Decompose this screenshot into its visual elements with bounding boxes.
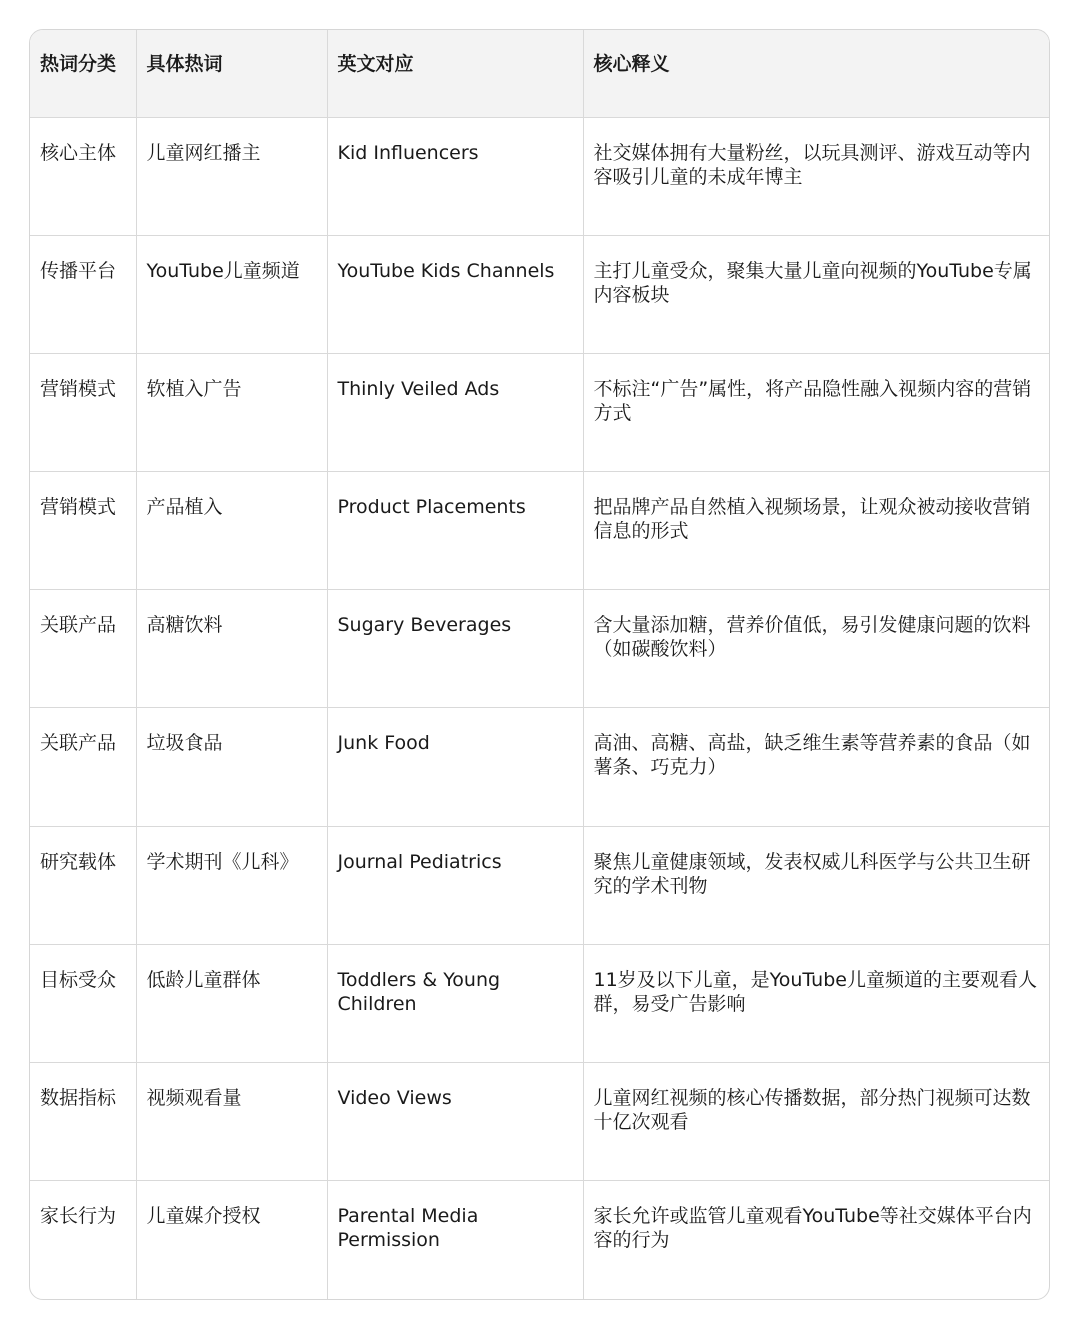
table-body: [30, 117, 1049, 1299]
glossary-table-container: [29, 29, 1050, 1300]
cell-meaning: 高油、高糖、高盐，缺乏维生素等营养素的食品（如薯条、巧克力）: [583, 708, 1049, 826]
cell-english: Video Views: [327, 1063, 583, 1181]
cell-meaning: 聚焦儿童健康领域，发表权威儿科医学与公共卫生研究的学术刊物: [583, 826, 1049, 944]
cell-term: 视频观看量: [136, 1063, 327, 1181]
table-row: [30, 472, 1049, 590]
cell-term: 软植入广告: [136, 353, 327, 471]
table-row: [30, 590, 1049, 708]
cell-meaning: 儿童网红视频的核心传播数据，部分热门视频可达数十亿次观看: [583, 1063, 1049, 1181]
cell-english: Sugary Beverages: [327, 590, 583, 708]
cell-english: YouTube Kids Channels: [327, 235, 583, 353]
table-row: [30, 353, 1049, 471]
cell-english: Journal Pediatrics: [327, 826, 583, 944]
cell-english: Product Placements: [327, 472, 583, 590]
cell-term: 学术期刊《儿科》: [136, 826, 327, 944]
cell-category: 营销模式: [30, 353, 136, 471]
header-meaning: 核心释义: [583, 30, 1049, 117]
cell-category: 传播平台: [30, 235, 136, 353]
cell-meaning: 社交媒体拥有大量粉丝，以玩具测评、游戏互动等内容吸引儿童的未成年博主: [583, 117, 1049, 235]
cell-term: 低龄儿童群体: [136, 944, 327, 1062]
cell-category: 营销模式: [30, 472, 136, 590]
table-header-row: [30, 30, 1049, 117]
cell-term: 儿童网红播主: [136, 117, 327, 235]
cell-category: 数据指标: [30, 1063, 136, 1181]
cell-category: 核心主体: [30, 117, 136, 235]
header-english: 英文对应: [327, 30, 583, 117]
cell-meaning: 11岁及以下儿童，是YouTube儿童频道的主要观看人群，易受广告影响: [583, 944, 1049, 1062]
cell-category: 目标受众: [30, 944, 136, 1062]
cell-term: YouTube儿童频道: [136, 235, 327, 353]
table-row: [30, 117, 1049, 235]
table-row: [30, 826, 1049, 944]
cell-english: Thinly Veiled Ads: [327, 353, 583, 471]
cell-english: Kid Influencers: [327, 117, 583, 235]
table-row: [30, 235, 1049, 353]
cell-english: Junk Food: [327, 708, 583, 826]
table-row: [30, 944, 1049, 1062]
cell-meaning: 家长允许或监管儿童观看YouTube等社交媒体平台内容的行为: [593, 1205, 1032, 1252]
cell-category: 研究载体: [30, 826, 136, 944]
glossary-table: [30, 30, 1049, 1299]
table-row: [30, 1063, 1049, 1181]
cell-english: Parental Media Permission: [327, 1181, 583, 1299]
cell-category: 关联产品: [30, 590, 136, 708]
table-row: [30, 708, 1049, 826]
table-row: [30, 1181, 1049, 1299]
cell-english: Toddlers & Young Children: [327, 944, 583, 1062]
cell-term: 产品植入: [136, 472, 327, 590]
cell-term: 儿童媒介授权: [136, 1181, 327, 1299]
cell-term: 垃圾食品: [136, 708, 327, 826]
cell-meaning: 把品牌产品自然植入视频场景，让观众被动接收营销信息的形式: [583, 472, 1049, 590]
header-term: 具体热词: [136, 30, 327, 117]
cell-category: 家长行为: [30, 1181, 136, 1299]
cell-meaning: 主打儿童受众，聚集大量儿童向视频的YouTube专属内容板块: [583, 235, 1049, 353]
cell-term: 高糖饮料: [136, 590, 327, 708]
header-category: 热词分类: [30, 30, 136, 117]
cell-category: 关联产品: [30, 708, 136, 826]
cell-meaning: 含大量添加糖，营养价值低，易引发健康问题的饮料（如碳酸饮料）: [583, 590, 1049, 708]
cell-meaning: 不标注“广告”属性，将产品隐性融入视频内容的营销方式: [583, 353, 1049, 471]
